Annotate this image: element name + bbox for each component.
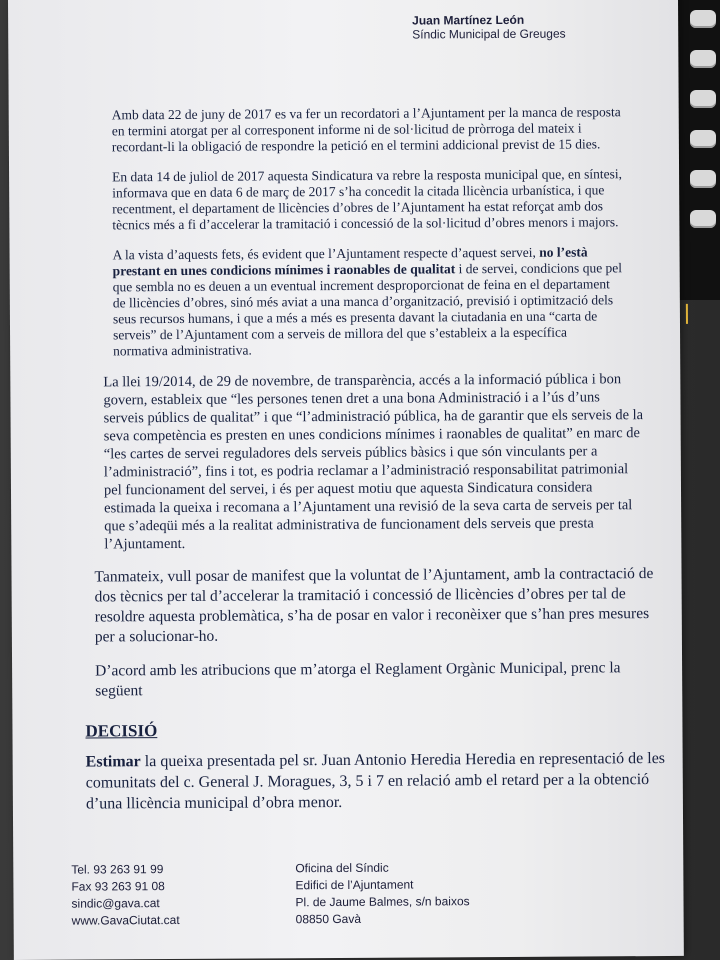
footer-tel: Tel. 93 263 91 99: [71, 862, 164, 877]
document-page: [8, 0, 684, 960]
decision-verb: Estimar: [85, 753, 141, 771]
keyboard-key: [690, 210, 716, 228]
keyboard-key: [690, 10, 716, 28]
paragraph-decision: [86, 748, 676, 815]
paragraph-text: i de servei, condicions que pel que sembla no es deuen a un eventual increment desproporcionat de feina en el departament de llicències d’obres, sinó més aviat a una manca d’organització, previsió i optimització dels seus recursos humans, i que a més a més es presenta davant la ciutadania en una “carta de serveis” de l’Ajuntament com a serveis de millora del que s’estableix a la específica normativa administrativa.: [112, 260, 623, 359]
document-body: [85, 104, 666, 828]
footer-city: 08850 Gavà: [295, 911, 362, 927]
paragraph-text: la queixa presentada pel sr. Juan Antonio Heredia Heredia en representació de les comunitats del c. General J. Moragues, 3, 5 i 7 en relació amb el retard per a la obtenció d’una llicència municipal d’obra menor.: [85, 750, 666, 813]
paragraph-attributions: D’acord amb les atribucions que m’atorga el Reglament Orgànic Municipal, prenc la següent: [95, 659, 621, 700]
paragraph-assessment: [113, 244, 624, 359]
keyboard-key: [690, 170, 716, 188]
footer-web: www.GavaCiutat.cat: [71, 912, 180, 928]
paragraph-reminder: Amb data 22 de juny de 2017 es va fer un recordatori a l’Ajuntament per la manca de resposta en termini atorgat per al corresponent informe ni de sol·licitud de pròrroga del mateix i recordant-li la obligació de respondre la petició en el termini addicional previst de 15 dies.: [111, 104, 621, 155]
author-name: Juan Martínez León: [412, 12, 525, 28]
keyboard-key: [690, 50, 716, 68]
footer-street: Pl. de Jaume Balmes, s/n baixos: [295, 894, 470, 910]
paragraph-law: La llei 19/2014, de 29 de novembre, de transparència, accés a la informació pública i bon govern, estableix que “les persones tenen dret a una bona Administració i a l’ús d’uns serveis públics de qualitat” i que “l’administració pública, ha de garantir que els serveis de la seva competència es presten en unes condicions mínimes i raonables de qualitat” en marc de “les cartes de servei reguladores dels serveis públics bàsics i que són vinculants per a l’administració”, fins i tot, es podria reclamar a l’administració responsabilitat patrimonial pel funcionament del servei, i és per aquest motiu que aquesta Sindicatura considera estimada la queixa i recomana a l’Ajuntament una revisió de la seva carta de serveis per tal que s’adeqüi més a la realitat administrativa de funcionament dels serveis que presta l’Ajuntament.: [103, 371, 644, 553]
footer-building: Edifici de l’Ajuntament: [295, 877, 414, 893]
paragraph-text: A la vista d’aquests fets, és evident que l’Ajuntament respecte d’aquest servei,: [112, 244, 540, 263]
footer-contact: [71, 861, 179, 930]
footer-email: sindic@gava.cat: [71, 896, 160, 911]
decision-heading: DECISIÓ: [85, 721, 158, 741]
letterhead: [412, 13, 566, 42]
paragraph-emphasis: no l’està prestant en unes condicions mínimes i raonables de qualitat: [112, 244, 588, 279]
keyboard-key: [690, 90, 716, 108]
paragraph-response: En data 14 de juliol de 2017 aquesta Sindicatura va rebre la resposta municipal que, en síntesi, informava que en data 6 de març de 2017 s’ha concedit la citada llicència urbanística, i que recentment, el departament de llicències d’obres de l’Ajuntament ha estat reforçat amb dos tècnics més a fi d’accelerar la tramitació i concessió de la sol·licitud d’obres menors i majors.: [112, 166, 622, 233]
footer-address: [295, 859, 470, 928]
footer-office: Oficina del Síndic: [295, 860, 389, 876]
author-title: Síndic Municipal de Greuges: [412, 26, 566, 42]
highlighter-mark: [686, 304, 688, 324]
keyboard-key: [690, 130, 716, 148]
paragraph-nevertheless: Tanmateix, vull posar de manifest que la voluntat de l’Ajuntament, amb la contractació de dos tècnics per tal d’accelerar la tramitació i concessió de llicències d’obres per tal de resoldre aquesta problemàtica, s’ha de posar en valor i reconèixer que s’han pres mesures per a solucionar-ho.: [94, 565, 654, 646]
footer-fax: Fax 93 263 91 08: [71, 879, 165, 894]
